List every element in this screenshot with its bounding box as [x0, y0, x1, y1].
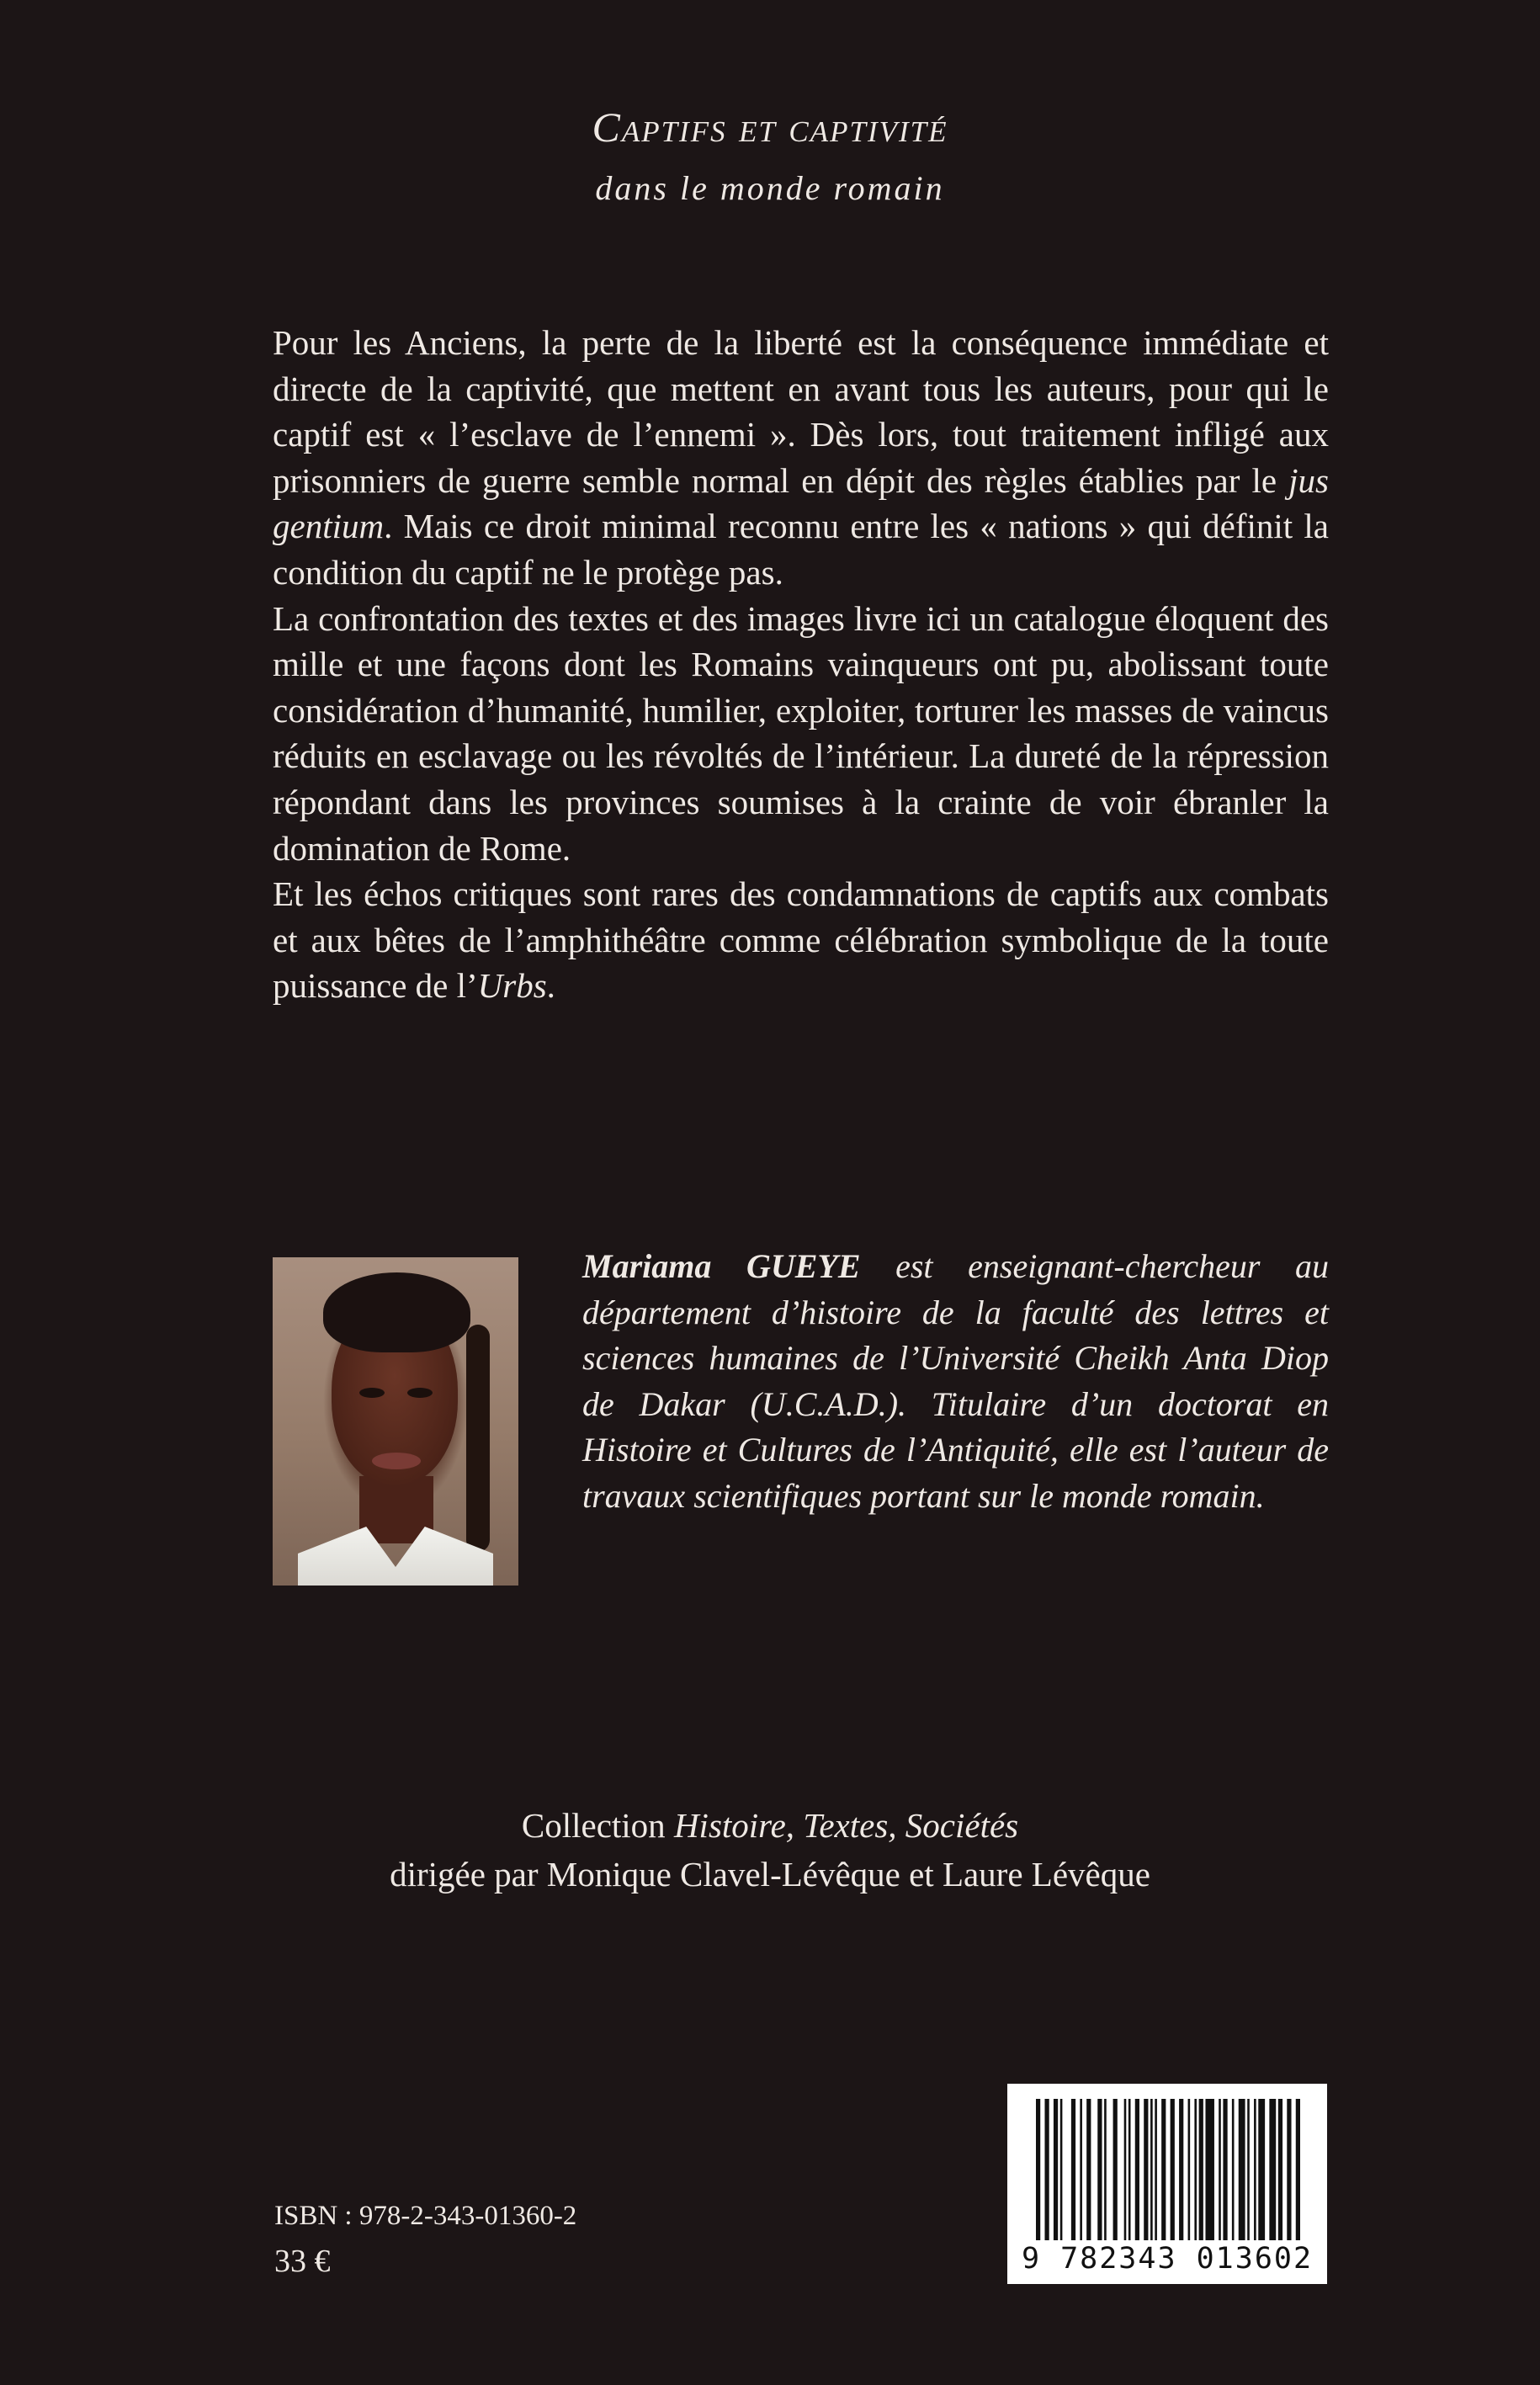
- barcode-bar: [1199, 2099, 1203, 2240]
- blurb-paragraph-2: La confrontation des textes et des images livre ici un catalogue éloquent des mille et une façons dont les Romains vainqueurs ont pu, abolissant toute considération d’humanité, humilier, exploiter, torturer les masses de vaincus réduits en esclavage ou les révoltés de l’intérieur. La dureté de la répression répondant dans les provinces soumises à la crainte de voir ébranler la domination de Rome.: [273, 598, 1329, 868]
- barcode-bar: [1223, 2099, 1227, 2240]
- barcode-bar: [1179, 2099, 1183, 2240]
- barcode-bar: [1188, 2099, 1191, 2240]
- photo-eye-left: [359, 1388, 385, 1398]
- barcode-bar: [1171, 2099, 1175, 2240]
- barcode-bars: [1036, 2099, 1300, 2240]
- barcode: [1007, 2084, 1327, 2284]
- back-cover-blurb: [273, 320, 1329, 1009]
- collection-editors: dirigée par Monique Clavel-Lévêque et Laure Lévêque: [390, 1855, 1150, 1894]
- barcode-bar: [1128, 2099, 1131, 2240]
- blurb-paragraph-1: [273, 320, 1329, 596]
- barcode-bar: [1239, 2099, 1245, 2240]
- barcode-bar: [1113, 2099, 1118, 2240]
- barcode-bar: [1258, 2099, 1265, 2240]
- barcode-bar: [1161, 2099, 1166, 2240]
- blurb-italic-term: Urbs: [477, 966, 547, 1006]
- barcode-bar: [1219, 2099, 1221, 2240]
- collection-line: [0, 1805, 1540, 1846]
- author-photo: [273, 1257, 518, 1586]
- photo-eye-right: [407, 1388, 433, 1398]
- photo-hair-braid: [466, 1325, 490, 1552]
- barcode-bar: [1097, 2099, 1102, 2240]
- barcode-bar: [1036, 2099, 1040, 2240]
- blurb-text: . Mais ce droit minimal reconnu entre les « nations » qui définit la condition du captif ne le protège pas.: [273, 507, 1329, 592]
- barcode-bar: [1044, 2099, 1049, 2240]
- barcode-bar: [1071, 2099, 1075, 2240]
- barcode-bar: [1080, 2099, 1082, 2240]
- barcode-bar: [1232, 2099, 1235, 2240]
- barcode-bar: [1060, 2099, 1063, 2240]
- barcode-bar: [1254, 2099, 1256, 2240]
- barcode-bar: [1086, 2099, 1091, 2240]
- price-label: 33 €: [274, 2244, 331, 2279]
- photo-hair: [323, 1272, 470, 1352]
- photo-lips: [372, 1453, 421, 1469]
- barcode-bar: [1104, 2099, 1107, 2240]
- barcode-bar: [1124, 2099, 1127, 2240]
- barcode-bar: [1269, 2099, 1276, 2240]
- blurb-text: Et les échos critiques sont rares des condamnations de captifs aux combats et aux bêtes de l’amphithéâtre comme célébration symbolique de la toute puissance de l’: [273, 874, 1329, 1006]
- author-name: Mariama GUEYE: [582, 1247, 861, 1285]
- barcode-bar: [1155, 2099, 1157, 2240]
- author-bio-text: est enseignant-chercheur au département d’histoire de la faculté des lettres et sciences humaines de l’Université Cheikh Anta Diop de Dakar (U.C.A.D.). Titulaire d’un doctorat en Histoire et Cultures de l’Antiquité, elle est l’auteur de travaux scientifiques portant sur le monde romain.: [582, 1247, 1329, 1515]
- barcode-bar: [1247, 2099, 1250, 2240]
- blurb-text: .: [546, 966, 555, 1006]
- barcode-bar: [1287, 2099, 1291, 2240]
- barcode-bar: [1054, 2099, 1058, 2240]
- barcode-digits: 9 782343 013602: [1021, 2242, 1314, 2276]
- barcode-bar: [1194, 2099, 1197, 2240]
- collection-prefix: Collection: [521, 1806, 674, 1845]
- barcode-bar: [1296, 2099, 1300, 2240]
- isbn-label: ISBN : 978-2-343-01360-2: [274, 2201, 577, 2231]
- blurb-text: Pour les Anciens, la perte de la liberté est la conséquence immédiate et directe de la captivité, que mettent en avant tous les auteurs, pour qui le captif est « l’esclave de l’ennemi ». Dès lors, tout traitement infligé aux prisonniers de guerre semble normal en dépit des règles établies par le: [273, 323, 1329, 500]
- book-title: Captifs et captivité: [592, 104, 948, 151]
- book-subtitle: dans le monde romain: [595, 169, 945, 207]
- barcode-bar: [1144, 2099, 1148, 2240]
- blurb-italic-term: jus gentium: [273, 460, 1329, 546]
- barcode-bar: [1205, 2099, 1213, 2240]
- blurb-paragraph-3: [273, 871, 1329, 1009]
- author-bio: [582, 1244, 1329, 1519]
- barcode-bar: [1135, 2099, 1139, 2240]
- barcode-bar: [1150, 2099, 1153, 2240]
- collection-series-name: Histoire, Textes, Sociétés: [673, 1806, 1019, 1845]
- barcode-bar: [1278, 2099, 1282, 2240]
